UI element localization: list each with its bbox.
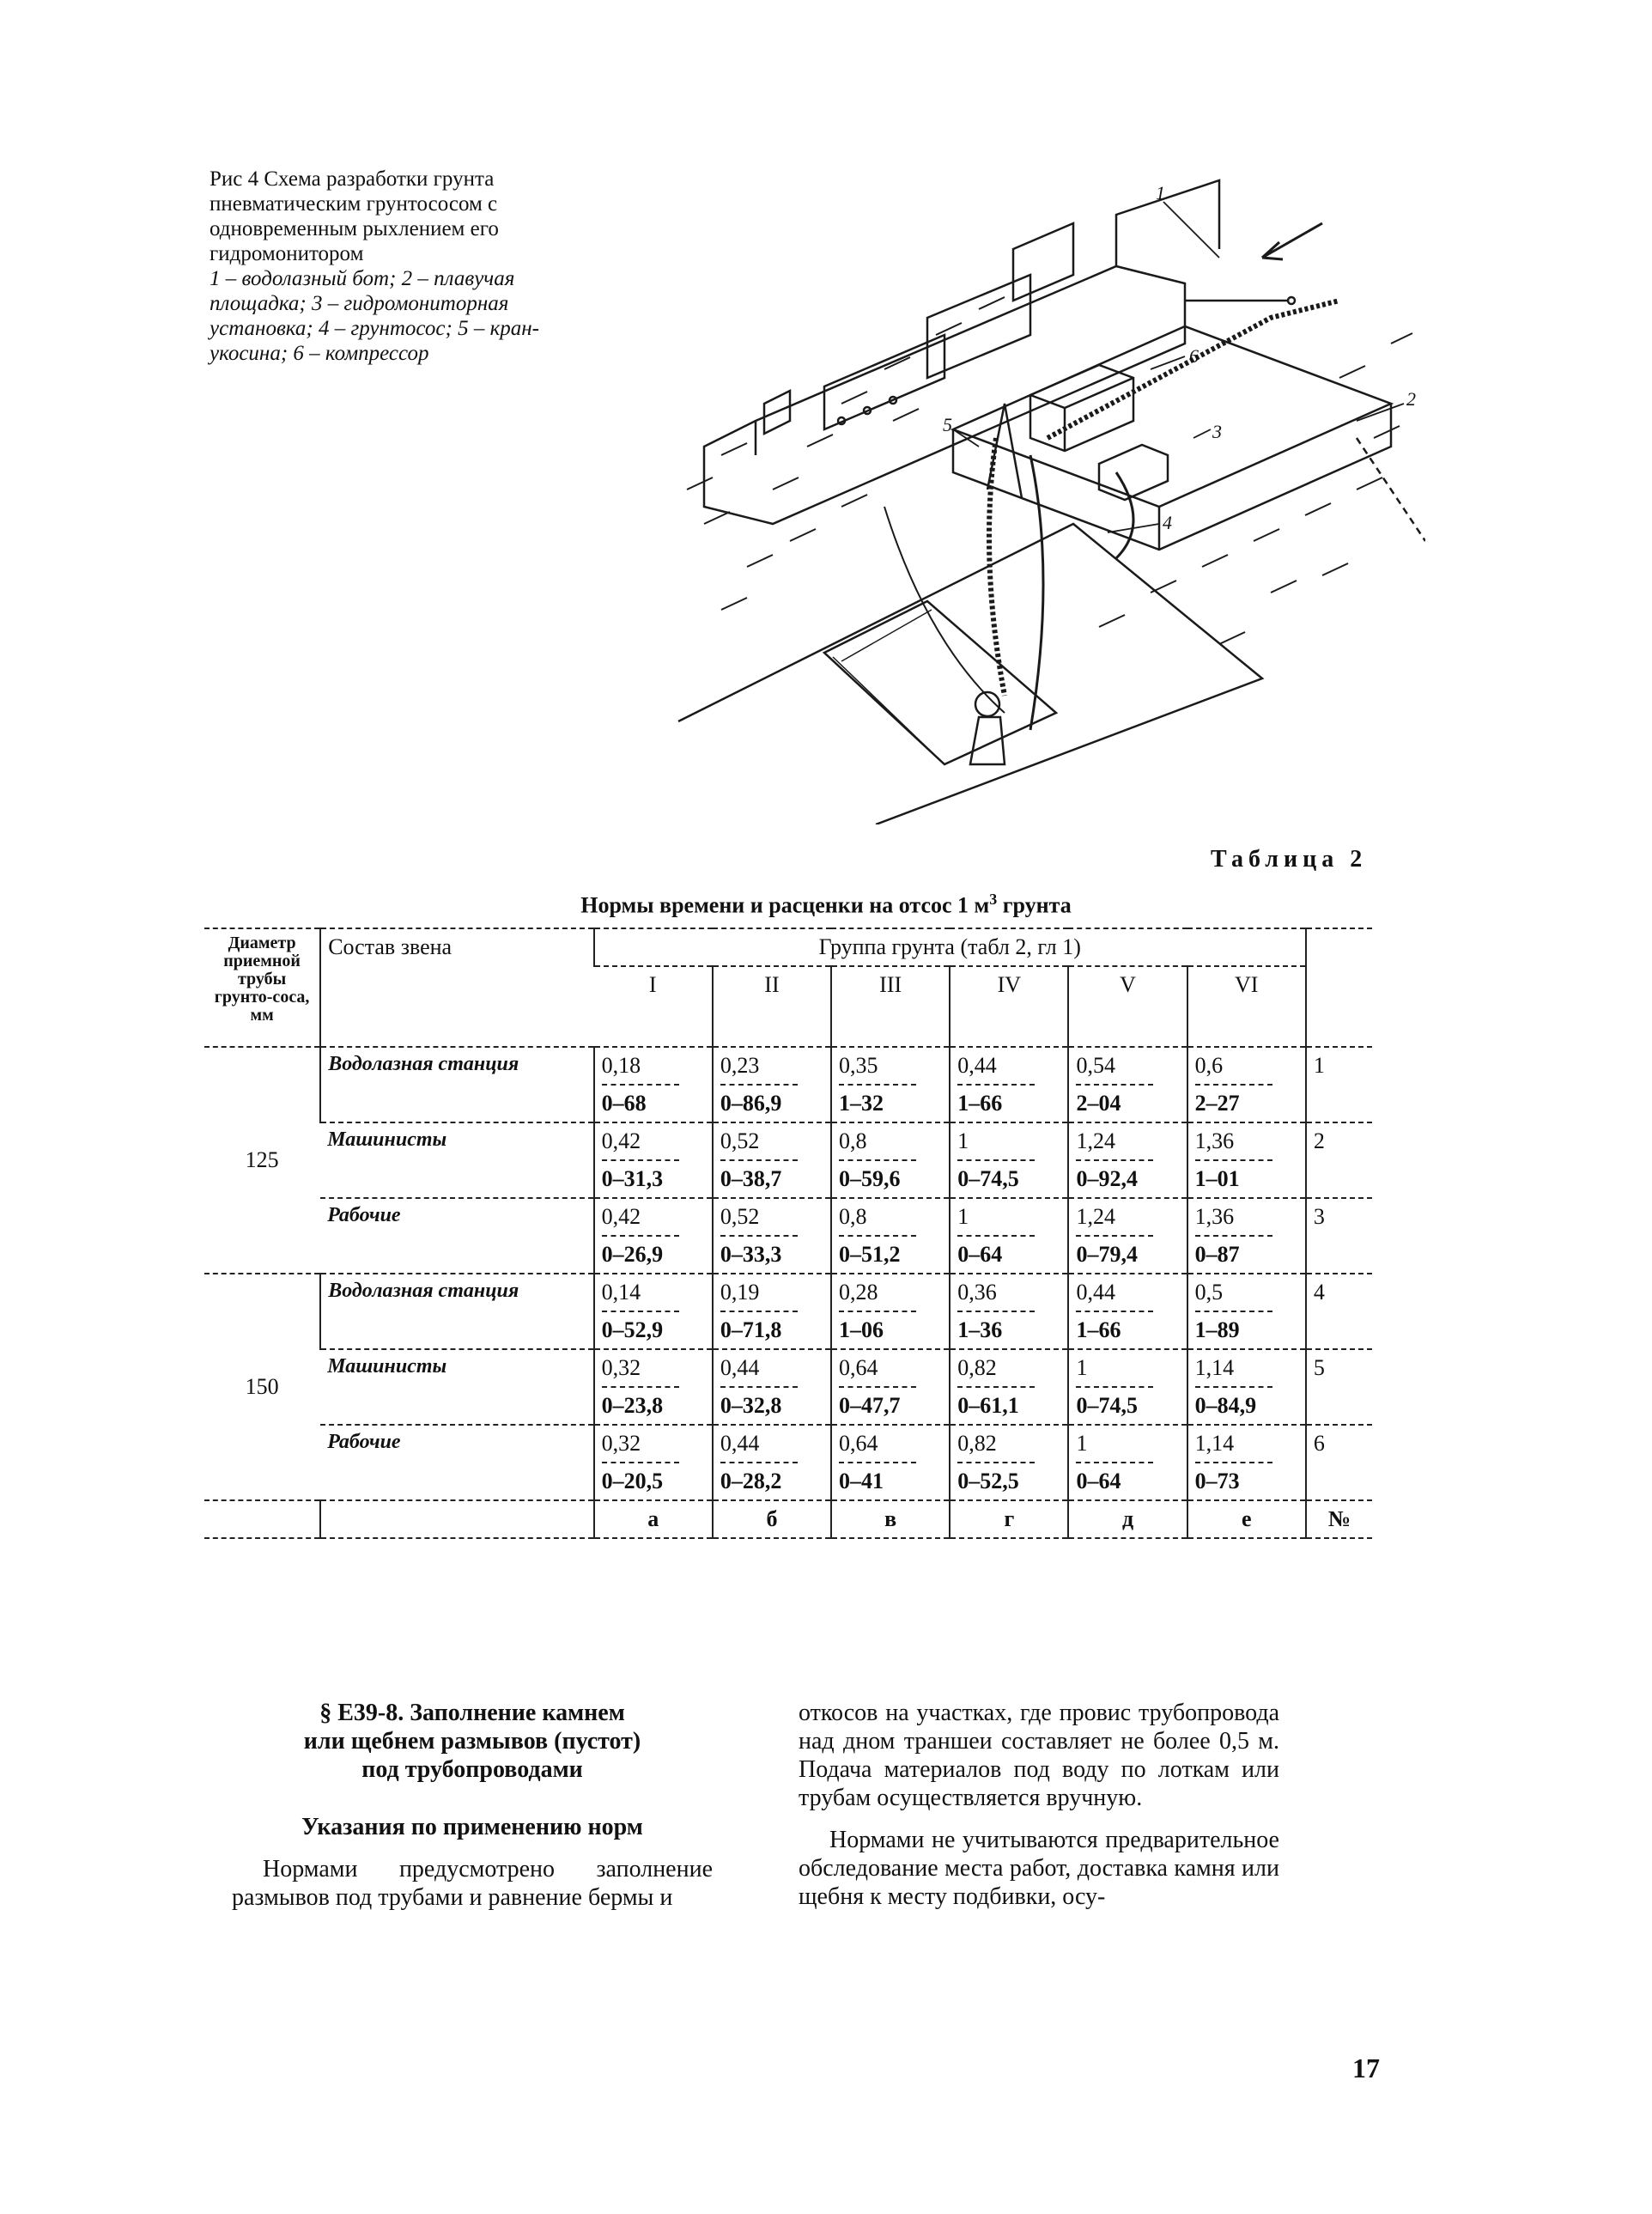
time-norm: 1,14 bbox=[1194, 1431, 1235, 1456]
fraction-divider bbox=[602, 1159, 679, 1161]
time-norm: 0,82 bbox=[957, 1431, 997, 1456]
sostav-cell: Рабочие bbox=[320, 1198, 593, 1274]
callout-leaders bbox=[953, 202, 1404, 532]
norm-cell bbox=[831, 1198, 950, 1274]
time-norm: 1,24 bbox=[1076, 1204, 1115, 1229]
fraction-divider bbox=[1195, 1235, 1272, 1237]
fraction-divider bbox=[1076, 1159, 1153, 1161]
norm-cell bbox=[1187, 1198, 1306, 1274]
num-label: № bbox=[1306, 1500, 1372, 1538]
group-header: II bbox=[713, 966, 831, 1047]
table-row bbox=[204, 1122, 1372, 1198]
price-rate: 0–74,5 bbox=[1076, 1393, 1138, 1418]
callout-label-3: 3 bbox=[1212, 421, 1222, 442]
row-number: 6 bbox=[1306, 1425, 1372, 1500]
norm-cell bbox=[950, 1122, 1068, 1198]
price-rate: 1–32 bbox=[839, 1091, 884, 1116]
norm-cell bbox=[1068, 1122, 1187, 1198]
time-norm: 0,32 bbox=[601, 1431, 641, 1456]
diameter-cell: 150 bbox=[204, 1274, 320, 1500]
norm-cell bbox=[950, 1274, 1068, 1349]
trench bbox=[678, 524, 1262, 824]
price-rate: 0–47,7 bbox=[839, 1393, 901, 1418]
callout-label-4: 4 bbox=[1163, 512, 1172, 533]
norm-cell bbox=[831, 1047, 950, 1122]
norm-cell bbox=[1068, 1274, 1187, 1349]
time-norm: 0,35 bbox=[839, 1053, 878, 1078]
norm-cell bbox=[1187, 1349, 1306, 1425]
fraction-divider bbox=[602, 1084, 679, 1086]
group-header: V bbox=[1068, 966, 1187, 1047]
price-rate: 0–32,8 bbox=[720, 1393, 782, 1418]
figure-caption bbox=[210, 167, 604, 366]
diver-figure bbox=[970, 692, 1005, 764]
price-rate: 0–86,9 bbox=[720, 1091, 782, 1116]
price-rate: 0–52,5 bbox=[957, 1469, 1019, 1493]
price-rate: 0–74,5 bbox=[957, 1166, 1019, 1191]
row-number: 5 bbox=[1306, 1349, 1372, 1425]
column-letter: е bbox=[1187, 1500, 1306, 1538]
fraction-divider bbox=[602, 1462, 679, 1463]
text-column-right bbox=[799, 1699, 1279, 1911]
price-rate: 0–59,6 bbox=[839, 1166, 901, 1191]
price-rate: 1–66 bbox=[957, 1091, 1003, 1116]
time-norm: 1,14 bbox=[1194, 1355, 1235, 1380]
time-norm: 0,52 bbox=[720, 1128, 760, 1153]
column-letter: б bbox=[713, 1500, 831, 1538]
section-subtitle: Указания по применению норм bbox=[301, 1814, 643, 1840]
fraction-divider bbox=[1076, 1311, 1153, 1312]
time-norm: 1 bbox=[957, 1128, 969, 1153]
time-norm: 0,64 bbox=[839, 1355, 878, 1380]
price-rate: 2–04 bbox=[1076, 1091, 1121, 1116]
time-norm: 0,28 bbox=[839, 1280, 878, 1305]
fraction-divider bbox=[839, 1462, 916, 1463]
price-rate: 0–71,8 bbox=[720, 1317, 782, 1342]
paragraph: Нормами не учитываются предварительное обследование места работ, доставка камня или щебня к месту подбивки, осу- bbox=[799, 1827, 1279, 1910]
table-number-label: Таблица 2 bbox=[1211, 846, 1368, 873]
fraction-divider bbox=[839, 1084, 916, 1086]
norms-table bbox=[204, 928, 1372, 1539]
price-rate: 1–06 bbox=[839, 1317, 884, 1342]
price-rate: 1–36 bbox=[957, 1317, 1003, 1342]
sostav-cell: Водолазная станция bbox=[320, 1047, 593, 1122]
time-norm: 1 bbox=[1076, 1431, 1088, 1456]
table-title-main: Нормы времени и расценки на отсос 1 м bbox=[580, 892, 990, 918]
page-number: 17 bbox=[1352, 2053, 1380, 2083]
time-norm: 0,8 bbox=[839, 1204, 867, 1229]
letters-row bbox=[204, 1500, 1372, 1538]
diameter-cell: 125 bbox=[204, 1047, 320, 1274]
table-row bbox=[204, 1198, 1372, 1274]
hydromonitor-unit bbox=[1099, 445, 1168, 500]
column-letter: д bbox=[1068, 1500, 1187, 1538]
price-rate: 2–27 bbox=[1194, 1091, 1240, 1116]
table-title-end: грунта bbox=[997, 892, 1072, 918]
fraction-divider bbox=[839, 1235, 916, 1237]
time-norm: 0,6 bbox=[1194, 1053, 1224, 1078]
price-rate: 0–92,4 bbox=[1076, 1166, 1138, 1191]
price-rate: 0–68 bbox=[601, 1091, 647, 1116]
norm-cell bbox=[1068, 1349, 1187, 1425]
time-norm: 1 bbox=[957, 1204, 969, 1229]
norm-cell bbox=[1187, 1047, 1306, 1122]
fraction-divider bbox=[1076, 1235, 1153, 1237]
price-rate: 0–31,3 bbox=[601, 1166, 664, 1191]
fraction-divider bbox=[720, 1159, 798, 1161]
table-row bbox=[204, 1425, 1372, 1500]
fraction-divider bbox=[1195, 1462, 1272, 1463]
water-hatching bbox=[687, 297, 1412, 644]
crane-and-hoses bbox=[884, 301, 1339, 730]
time-norm: 0,52 bbox=[720, 1204, 760, 1229]
column-letter: г bbox=[950, 1500, 1068, 1538]
time-norm: 0,36 bbox=[957, 1280, 997, 1305]
fraction-divider bbox=[720, 1235, 798, 1237]
header-sostav: Состав звена bbox=[320, 928, 593, 1047]
norm-cell bbox=[594, 1349, 713, 1425]
price-rate: 0–38,7 bbox=[720, 1166, 782, 1191]
group-header: III bbox=[831, 966, 950, 1047]
price-rate: 0–23,8 bbox=[601, 1393, 664, 1418]
time-norm: 0,42 bbox=[601, 1204, 641, 1229]
fraction-divider bbox=[1076, 1462, 1153, 1463]
section-title-line: § Е39-8. Заполнение камнем bbox=[319, 1700, 625, 1726]
norm-cell bbox=[950, 1198, 1068, 1274]
norm-cell bbox=[594, 1198, 713, 1274]
fraction-divider bbox=[957, 1386, 1035, 1388]
norm-cell bbox=[1068, 1047, 1187, 1122]
norm-cell bbox=[594, 1274, 713, 1349]
norm-cell bbox=[594, 1425, 713, 1500]
norm-cell bbox=[713, 1122, 831, 1198]
norm-cell bbox=[713, 1274, 831, 1349]
diving-boat bbox=[704, 180, 1219, 524]
fraction-divider bbox=[720, 1462, 798, 1463]
fraction-divider bbox=[1195, 1084, 1272, 1086]
floating-platform bbox=[953, 326, 1391, 550]
time-norm: 1 bbox=[1076, 1355, 1088, 1380]
fraction-divider bbox=[1195, 1311, 1272, 1312]
norms-table-body bbox=[204, 1047, 1372, 1500]
price-rate: 0–87 bbox=[1194, 1242, 1240, 1267]
time-norm: 0,44 bbox=[1076, 1280, 1115, 1305]
fraction-divider bbox=[602, 1311, 679, 1312]
price-rate: 0–41 bbox=[839, 1469, 884, 1493]
norm-cell bbox=[713, 1047, 831, 1122]
norm-cell bbox=[713, 1198, 831, 1274]
table-title bbox=[0, 891, 1652, 919]
price-rate: 0–52,9 bbox=[601, 1317, 664, 1342]
row-number: 4 bbox=[1306, 1274, 1372, 1349]
fraction-divider bbox=[1195, 1386, 1272, 1388]
section-title-line: под трубопроводами bbox=[361, 1756, 583, 1783]
header-rownum-empty bbox=[1306, 928, 1372, 1047]
group-header: VI bbox=[1187, 966, 1306, 1047]
fraction-divider bbox=[957, 1462, 1035, 1463]
table-title-superscript: 3 bbox=[989, 891, 998, 908]
paragraph: Нормами предусмотрено заполнение размывов под трубами и равнение бермы и bbox=[232, 1856, 713, 1911]
row-number: 1 bbox=[1306, 1047, 1372, 1122]
section-title-line: или щебнем размывов (пустот) bbox=[303, 1728, 641, 1755]
time-norm: 0,44 bbox=[957, 1053, 997, 1078]
price-rate: 1–01 bbox=[1194, 1166, 1240, 1191]
callout-label-6: 6 bbox=[1189, 345, 1199, 367]
fraction-divider bbox=[957, 1159, 1035, 1161]
norm-cell bbox=[1187, 1122, 1306, 1198]
price-rate: 0–84,9 bbox=[1194, 1393, 1257, 1418]
price-rate: 1–89 bbox=[1194, 1317, 1240, 1342]
fraction-divider bbox=[720, 1084, 798, 1086]
fraction-divider bbox=[839, 1159, 916, 1161]
fraction-divider bbox=[1076, 1084, 1153, 1086]
sostav-cell: Водолазная станция bbox=[320, 1274, 593, 1349]
norm-cell bbox=[950, 1047, 1068, 1122]
price-rate: 0–20,5 bbox=[601, 1469, 664, 1493]
dredging-scheme-figure bbox=[670, 163, 1425, 824]
letters-row-empty bbox=[320, 1500, 593, 1538]
fraction-divider bbox=[839, 1386, 916, 1388]
time-norm: 0,54 bbox=[1076, 1053, 1115, 1078]
time-norm: 0,32 bbox=[601, 1355, 641, 1380]
time-norm: 0,23 bbox=[720, 1053, 760, 1078]
price-rate: 0–79,4 bbox=[1076, 1242, 1138, 1267]
group-header: IV bbox=[950, 966, 1068, 1047]
fraction-divider bbox=[957, 1084, 1035, 1086]
price-rate: 0–26,9 bbox=[601, 1242, 664, 1267]
time-norm: 0,5 bbox=[1194, 1280, 1224, 1305]
time-norm: 1,36 bbox=[1194, 1204, 1235, 1229]
norm-cell bbox=[594, 1047, 713, 1122]
time-norm: 1,24 bbox=[1076, 1128, 1115, 1153]
price-rate: 0–64 bbox=[1076, 1469, 1121, 1493]
time-norm: 0,82 bbox=[957, 1355, 997, 1380]
table-row bbox=[204, 1349, 1372, 1425]
time-norm: 0,44 bbox=[720, 1355, 760, 1380]
text-column-left bbox=[232, 1699, 713, 1912]
price-rate: 0–64 bbox=[957, 1242, 1003, 1267]
time-norm: 1,36 bbox=[1194, 1128, 1235, 1153]
price-rate: 0–73 bbox=[1194, 1469, 1240, 1493]
norm-cell bbox=[594, 1122, 713, 1198]
anchor-lines bbox=[1185, 223, 1425, 541]
paragraph: откосов на участках, где провис трубопровода над дном траншеи составляет не более 0,5 м. Подача материалов под воду по лоткам или трубам осуществляется вручную. bbox=[799, 1700, 1279, 1811]
compressor bbox=[1030, 365, 1133, 451]
fraction-divider bbox=[839, 1311, 916, 1312]
norm-cell bbox=[831, 1425, 950, 1500]
table-row bbox=[204, 1274, 1372, 1349]
sostav-cell: Рабочие bbox=[320, 1425, 593, 1500]
section-title bbox=[232, 1699, 713, 1784]
letters-row-empty bbox=[204, 1500, 320, 1538]
time-norm: 0,18 bbox=[601, 1053, 641, 1078]
fraction-divider bbox=[1076, 1386, 1153, 1388]
row-number: 2 bbox=[1306, 1122, 1372, 1198]
figure-caption-title: Рис 4 Схема разработки грунта пневматическим грунтососом с одновременным рыхлением его гидромонитором bbox=[210, 167, 499, 265]
norm-cell bbox=[1187, 1274, 1306, 1349]
header-group: Группа грунта (табл 2, гл 1) bbox=[594, 928, 1306, 966]
norm-cell bbox=[713, 1349, 831, 1425]
price-rate: 0–61,1 bbox=[957, 1393, 1019, 1418]
callout-label-5: 5 bbox=[943, 414, 952, 435]
time-norm: 0,19 bbox=[720, 1280, 760, 1305]
norm-cell bbox=[831, 1349, 950, 1425]
time-norm: 0,14 bbox=[601, 1280, 641, 1305]
norm-cell bbox=[831, 1122, 950, 1198]
fraction-divider bbox=[957, 1235, 1035, 1237]
column-letter: а bbox=[594, 1500, 713, 1538]
time-norm: 0,44 bbox=[720, 1431, 760, 1456]
norm-cell bbox=[713, 1425, 831, 1500]
fraction-divider bbox=[1195, 1159, 1272, 1161]
callout-label-1: 1 bbox=[1156, 182, 1165, 204]
price-rate: 0–28,2 bbox=[720, 1469, 782, 1493]
fraction-divider bbox=[602, 1235, 679, 1237]
time-norm: 0,64 bbox=[839, 1431, 878, 1456]
table-row bbox=[204, 1047, 1372, 1122]
figure-caption-legend: 1 – водолазный бот; 2 – плавучая площадка; 3 – гидромониторная установка; 4 – грунтосос; 5 – кран-укосина; 6 – компрессор bbox=[210, 267, 539, 365]
price-rate: 0–51,2 bbox=[839, 1242, 901, 1267]
norm-cell bbox=[831, 1274, 950, 1349]
norm-cell bbox=[1068, 1198, 1187, 1274]
fraction-divider bbox=[602, 1386, 679, 1388]
row-number: 3 bbox=[1306, 1198, 1372, 1274]
norm-cell bbox=[1187, 1425, 1306, 1500]
sostav-cell: Машинисты bbox=[320, 1122, 593, 1198]
column-letter: в bbox=[831, 1500, 950, 1538]
fraction-divider bbox=[720, 1311, 798, 1312]
norm-cell bbox=[1068, 1425, 1187, 1500]
norm-cell bbox=[950, 1425, 1068, 1500]
fraction-divider bbox=[720, 1386, 798, 1388]
group-header: I bbox=[594, 966, 713, 1047]
time-norm: 0,8 bbox=[839, 1128, 867, 1153]
fraction-divider bbox=[957, 1311, 1035, 1312]
norm-cell bbox=[950, 1349, 1068, 1425]
time-norm: 0,42 bbox=[601, 1128, 641, 1153]
price-rate: 0–33,3 bbox=[720, 1242, 782, 1267]
sostav-cell: Машинисты bbox=[320, 1349, 593, 1425]
header-diameter: Диаметр приемной трубы грунто-соса, мм bbox=[204, 928, 320, 1047]
callout-label-2: 2 bbox=[1406, 388, 1416, 410]
price-rate: 1–66 bbox=[1076, 1317, 1121, 1342]
